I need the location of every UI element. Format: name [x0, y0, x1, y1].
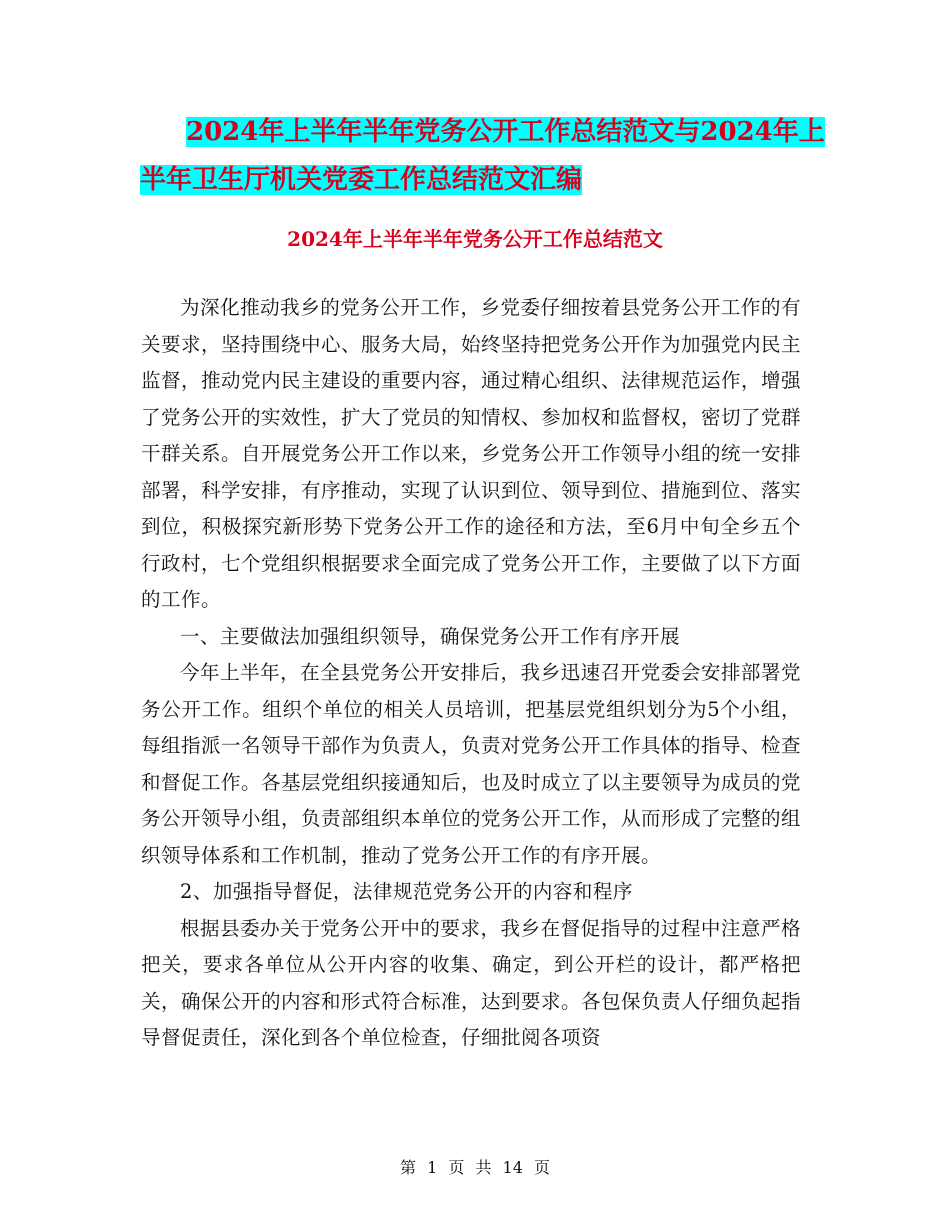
- paragraph-intro: 为深化推动我乡的党务公开工作，乡党委仔细按着县党务公开工作的有关要求，坚持围绕中心、服务大局，始终坚持把党务公开作为加强党内民主监督，推动党内民主建设的重要内容，通过精心组织、法律规范运作，增强了党务公开的实效性，扩大了党员的知情权、参加权和监督权，密切了党群干群关系。自开展党务公开工作以来，乡党务公开工作领导小组的统一安排部署，科学安排，有序推动，实现了认识到位、领导到位、措施到位、落实到位，积极探究新形势下党务公开工作的途径和方法，至6月中旬全乡五个行政村，七个党组织根据要求全面完成了党务公开工作，主要做了以下方面的工作。: [141, 296, 802, 611]
- document-title-line-2: 半年卫生厅机关党委工作总结范文汇编: [140, 165, 583, 195]
- paragraph-supervision: 根据县委办关于党务公开中的要求，我乡在督促指导的过程中注意严格把关，要求各单位从公开内容的收集、确定，到公开栏的设计，都严格把关，确保公开的内容和形式符合标准，达到要求。各包保负责人仔细负起指导督促责任，深化到各个单位检查，仔细批阅各项资: [141, 916, 802, 1049]
- paragraph-heading-1: 一、主要做法加强组织领导，确保党务公开工作有序开展: [180, 624, 681, 648]
- document-title: [140, 108, 840, 204]
- document-title-line-1: 2024年上半年半年党务公开工作总结范文与2024年上: [186, 117, 825, 147]
- paragraph-organization: 今年上半年，在全县党务公开安排后，我乡迅速召开党委会安排部署党务公开工作。组织个单位的相关人员培训，把基层党组织划分为5个小组，每组指派一名领导干部作为负责人，负责对党务公开工作具体的指导、检查和督促工作。各基层党组织接通知后，也及时成立了以主要领导为成员的党务公开领导小组，负责部组织本单位的党务公开工作，从而形成了完整的组织领导体系和工作机制，推动了党务公开工作的有序开展。: [141, 661, 802, 867]
- document-body: [141, 290, 801, 1057]
- paragraph-heading-2: 2、加强指导督促，法律规范党务公开的内容和程序: [180, 880, 633, 903]
- section-title: 2024年上半年半年党务公开工作总结范文: [287, 227, 663, 251]
- page-number-footer: 第 1 页 共 14 页: [400, 1158, 550, 1177]
